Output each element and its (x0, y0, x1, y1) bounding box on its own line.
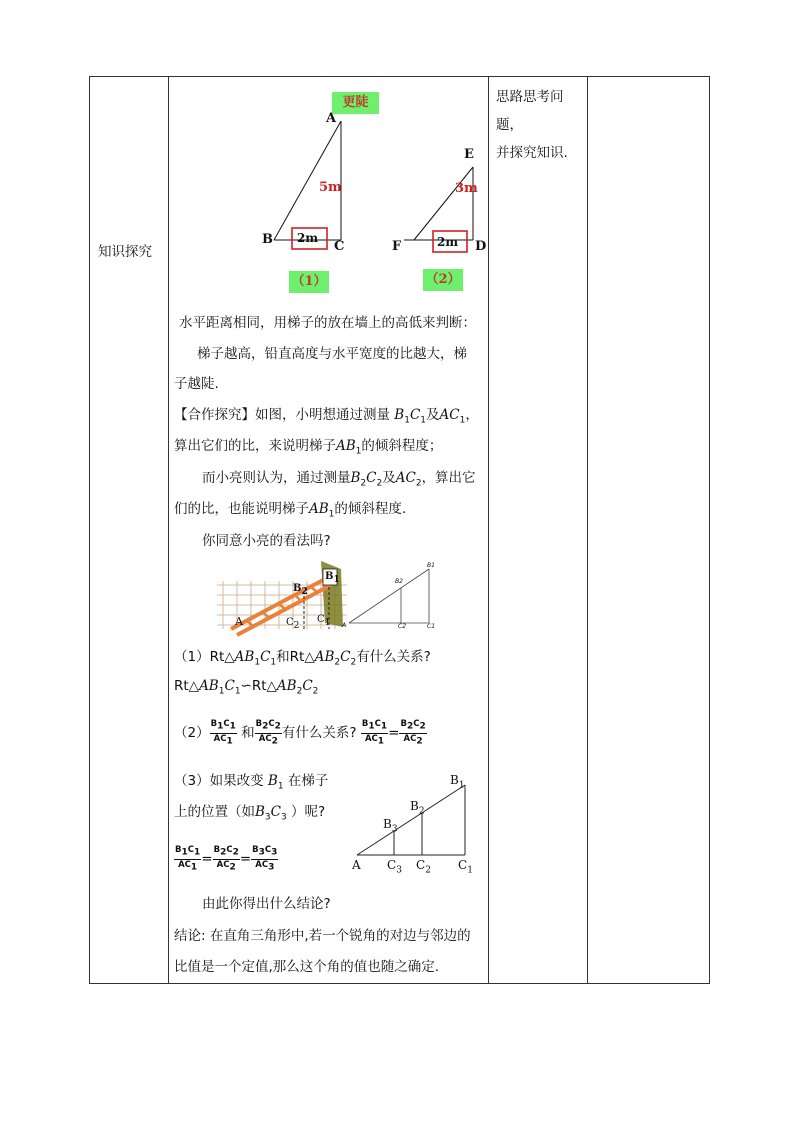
coop-bracket: 【合作探究】 (174, 407, 255, 423)
point-F: F (392, 239, 402, 254)
point-C: C (334, 239, 345, 254)
small-tri-B1: B1 (427, 562, 435, 569)
photo-label-B2-text: B (293, 583, 302, 594)
photo-label-B1: $B_1$ (325, 571, 340, 585)
small-tri-B2-text: B (395, 578, 400, 585)
big-tri-B3: $B_3$ (383, 817, 398, 835)
small-tri-C2: C2 (398, 623, 407, 630)
q1-prefix: （1） (174, 649, 210, 665)
content-area (169, 77, 488, 983)
big-triangle-diagram (349, 767, 489, 867)
big-tri-C1: $C_1$ (458, 858, 473, 876)
small-tri-B1-text: B (427, 562, 432, 569)
photo-label-C2-text: C (286, 617, 294, 628)
side-note-line2: 并探究知识. (496, 145, 568, 161)
point-D: D (475, 239, 487, 254)
small-tri-C2-text: C (398, 623, 403, 630)
coop-line-4: 们的比，也能说明梯子$AB_1$的倾斜程度. (174, 501, 407, 520)
para-2-line1: 梯子越高，铅直高度与水平宽度的比越大，梯 (197, 346, 467, 362)
coop-line-2: 算出它们的比，来说明梯子$AB_1$的倾斜程度； (174, 438, 443, 457)
base-label-1: 2m (297, 231, 319, 245)
steeper-tag: 更陡 (332, 92, 379, 114)
content-cell (169, 77, 489, 984)
q2-suffix: 有什么关系? (281, 725, 357, 742)
caption-1: （1） (289, 271, 329, 293)
base-label-2: 2m (437, 235, 459, 249)
coop-l3c: ，算出它 (421, 470, 476, 486)
small-tri-A: A (342, 622, 347, 629)
point-B: B (262, 232, 273, 247)
q1-sim: ∽ (240, 678, 252, 694)
big-tri-B1-text: B (450, 773, 459, 787)
q3-l2a: 上的位置（如 (174, 804, 255, 820)
small-tri-B2: B2 (395, 578, 403, 585)
photo-label-C1-text: C (317, 614, 325, 625)
big-tri-A: A (352, 858, 361, 872)
empty-cell (588, 77, 710, 984)
caption-2: （2） (423, 269, 463, 291)
small-tri-C1-text: C (427, 623, 432, 630)
q3-l1a: （3）如果改变 (174, 773, 264, 789)
big-tri-B2-text: B (410, 799, 419, 813)
q3-line1: （3）如果改变 $B_1$ 在梯子 (174, 773, 329, 792)
photo-label-C1: $C_1$ (317, 614, 331, 628)
big-tri-C3: $C_3$ (387, 858, 402, 876)
photo-label-C2: $C_2$ (286, 617, 300, 631)
coop-l3a: 而小亮则认为，通过测量 (202, 470, 351, 486)
q2-mid: 和 (241, 725, 255, 742)
coop-l1b: 及 (426, 407, 440, 423)
photo-label-B2: $B_2$ (293, 583, 308, 597)
height-label-1: 5m (319, 180, 342, 195)
q3-eq1: = (201, 851, 213, 868)
q1-mid: 和 (276, 649, 290, 665)
coop-l2a: 算出它们的比，来说明梯子 (174, 438, 336, 454)
q1-line: $(1)Rt\triangle AB_1C_1$和$Rt\triangle AB_2C_2$有什么关系? (174, 649, 431, 668)
conclusion-line-1: 结论: 在直角三角形中,若一个锐角的对边与邻边的 (174, 928, 471, 944)
q3-eq2: = (239, 851, 252, 868)
ask-line: 你同意小亮的看法吗? (202, 533, 331, 549)
side-note (489, 77, 587, 167)
coop-l2b: 的倾斜程度； (361, 438, 443, 454)
q3-answer: $\frac{B_1C_1}{AC_1}$ = $\frac{B_2C_2}{AC_2}$ = $\frac{B_3C_3}{AC_3}$ (175, 845, 278, 873)
coop-l3b: 及 (382, 470, 396, 486)
photo-label-B1-text: B (325, 571, 334, 582)
q3-l1b: 在梯子 (287, 773, 329, 789)
q2-prefix: （2） (174, 725, 210, 742)
q1-suffix: 有什么关系? (356, 649, 431, 665)
photo-label-A: A (235, 615, 243, 628)
big-tri-C2-text: C (416, 858, 426, 872)
coop-l4b: 的倾斜程度. (334, 501, 407, 517)
q1-answer: $Rt\triangle AB_1C_1∽Rt\triangle AB_2C_2$ (174, 678, 319, 697)
big-tri-B1: $B_1$ (450, 773, 465, 791)
side-note-line1: 思路思考问题， (496, 89, 564, 133)
section-label: 知识探究 (98, 244, 152, 260)
section-cell (90, 77, 169, 984)
q2-line: （2） $\frac{B_1C_1}{AC_1}$ 和 $\frac{B_2C_2}{AC_2}$ 有什么关系? $\frac{B_1C_1}{AC_1}$ = $\frac{B_2C_2}{AC_2}$ (174, 719, 426, 747)
coop-l1c: ， (465, 407, 479, 423)
conclusion-line-2: 比值是一个定值,那么这个角的值也随之确定. (174, 959, 440, 975)
q3-line2: 上的位置（如$B_3C_3$ ）呢? (174, 804, 326, 823)
coop-line-1: 【合作探究】如图，小明想通过测量 $B_1C_1$及$AC_1$， (174, 407, 479, 426)
height-label-2: 3m (455, 181, 478, 196)
coop-l4a: 们的比，也能说明梯子 (174, 501, 309, 517)
lesson-table (89, 76, 710, 984)
para-2-line2: 子越陡. (174, 376, 219, 392)
q3-l2b: ）呢? (291, 804, 326, 820)
para-1: 水平距离相同，用梯子的放在墙上的高低来判断： (179, 315, 476, 331)
coop-line-3: 而小亮则认为，通过测量$B_2C_2$及$AC_2$，算出它 (202, 470, 476, 489)
big-tri-B3-text: B (383, 817, 392, 831)
small-triangle-diagram (341, 563, 441, 633)
small-tri-C1: C1 (427, 623, 436, 630)
big-tri-C3-text: C (387, 858, 397, 872)
conclude-ask: 由此你得出什么结论? (202, 896, 331, 912)
big-tri-C2: $C_2$ (416, 858, 431, 876)
big-tri-B2: $B_2$ (410, 799, 425, 817)
notes-cell (489, 77, 588, 984)
point-E: E (464, 147, 474, 162)
big-tri-C1-text: C (458, 858, 468, 872)
point-A: A (326, 111, 337, 126)
q2-eq: = (388, 725, 400, 742)
coop-l1a: 如图，小明想通过测量 (255, 407, 390, 423)
